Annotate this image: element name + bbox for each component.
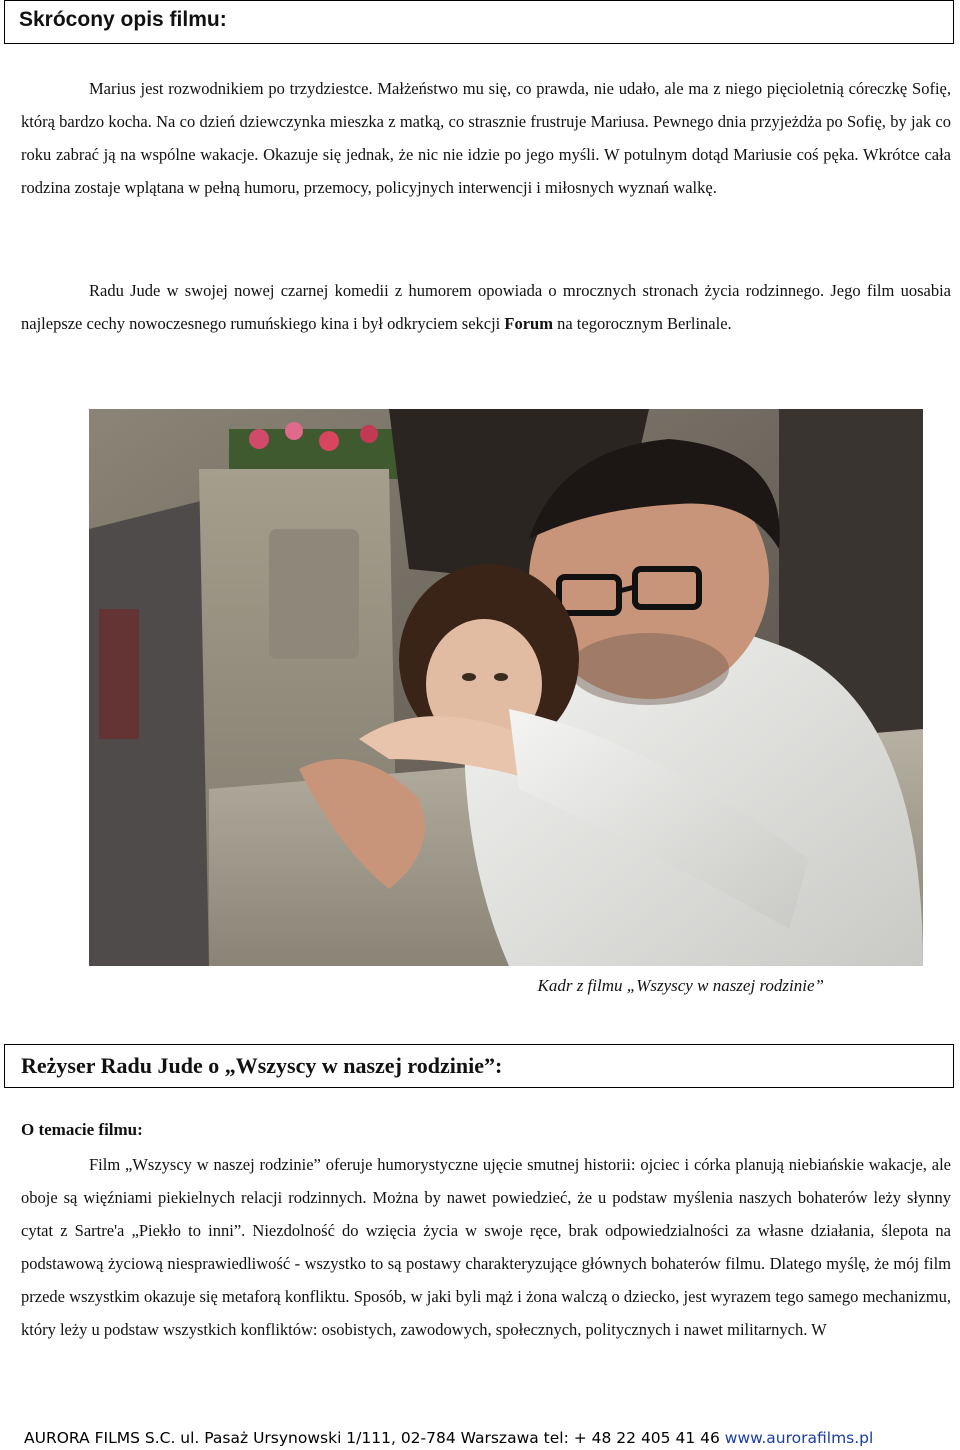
summary-text-start: Radu Jude w swojej nowej czarnej komedii z humorem opowiada o mrocznych stronach życia rodzinnego. Jego film uosabia najlepsze cechy nowoczesnego rumuńskiego kina i był odkryciem sekcji	[21, 281, 951, 333]
film-theme-paragraph	[21, 1148, 951, 1346]
summary-text-end: na tegorocznym Berlinale.	[552, 314, 732, 333]
film-theme-text: Film „Wszyscy w naszej rodzinie” oferuje humorystyczne ujęcie smutnej historii: ojciec i córka planują niebiańskie wakacje, ale oboje są więźniami piekielnych relacji rodzinnych. Można by nawet powiedzieć, że u podstaw myślenia naszych bohaterów leży słynny cytat z Sartre'a „Piekło to inni”. Niezdolność do wzięcia życia w swoje ręce, brak odpowiedzialności za własne działania, ślepota na podstawową życiową niesprawiedliwość - wszystko to są postawy charakteryzujące głównych bohaterów filmu. Dlatego myślę, że mój film przede wszystkim okazuje się metaforą konfliktu. Sposób, w jaki byli mąż i żona walczą o dziecko, jest wyrazem tego samego mechanizmu, który leży u podstaw wszystkich konfliktów: osobistych, zawodowych, społecznych, politycznych i nawet militarnych. W	[21, 1155, 951, 1339]
website-link[interactable]: www.aurorafilms.pl	[724, 1429, 874, 1447]
synopsis-paragraph	[21, 72, 951, 204]
forum-bold-text: Forum	[504, 314, 553, 333]
page-footer	[24, 1429, 873, 1447]
synopsis-text: Marius jest rozwodnikiem po trzydziestce. Małżeństwo mu się, co prawda, nie udało, ale ma z niego pięcioletnią córeczkę Sofię, którą bardzo kocha. Na co dzień dziewczynka mieszka z matką, co strasznie frustruje Mariusa. Pewnego dnia przyjeżdża po Sofię, by jak co roku zabrać ją na wspólne wakacje. Okazuje się jednak, że nic nie idzie po jego myśli. W potulnym dotąd Mariusie coś pęka. Wkrótce cała rodzina zostaje wplątana w pełną humoru, przemocy, policyjnych interwencji i miłosnych wyznań walkę.	[21, 79, 951, 197]
director-summary-paragraph	[21, 274, 951, 340]
film-still-photo	[89, 409, 923, 966]
photo-caption: Kadr z filmu „Wszyscy w naszej rodzinie”	[537, 976, 824, 995]
section-title-short-description: Skrócony opis filmu:	[4, 0, 954, 44]
footer-contact-text: AURORA FILMS S.C. ul. Pasaż Ursynowski 1/111, 02-784 Warszawa tel: + 48 22 405 41 46	[24, 1429, 725, 1447]
section-title-director: Reżyser Radu Jude o „Wszyscy w naszej rodzinie”:	[4, 1044, 954, 1088]
subheading-film-theme: O temacie filmu:	[21, 1120, 143, 1139]
